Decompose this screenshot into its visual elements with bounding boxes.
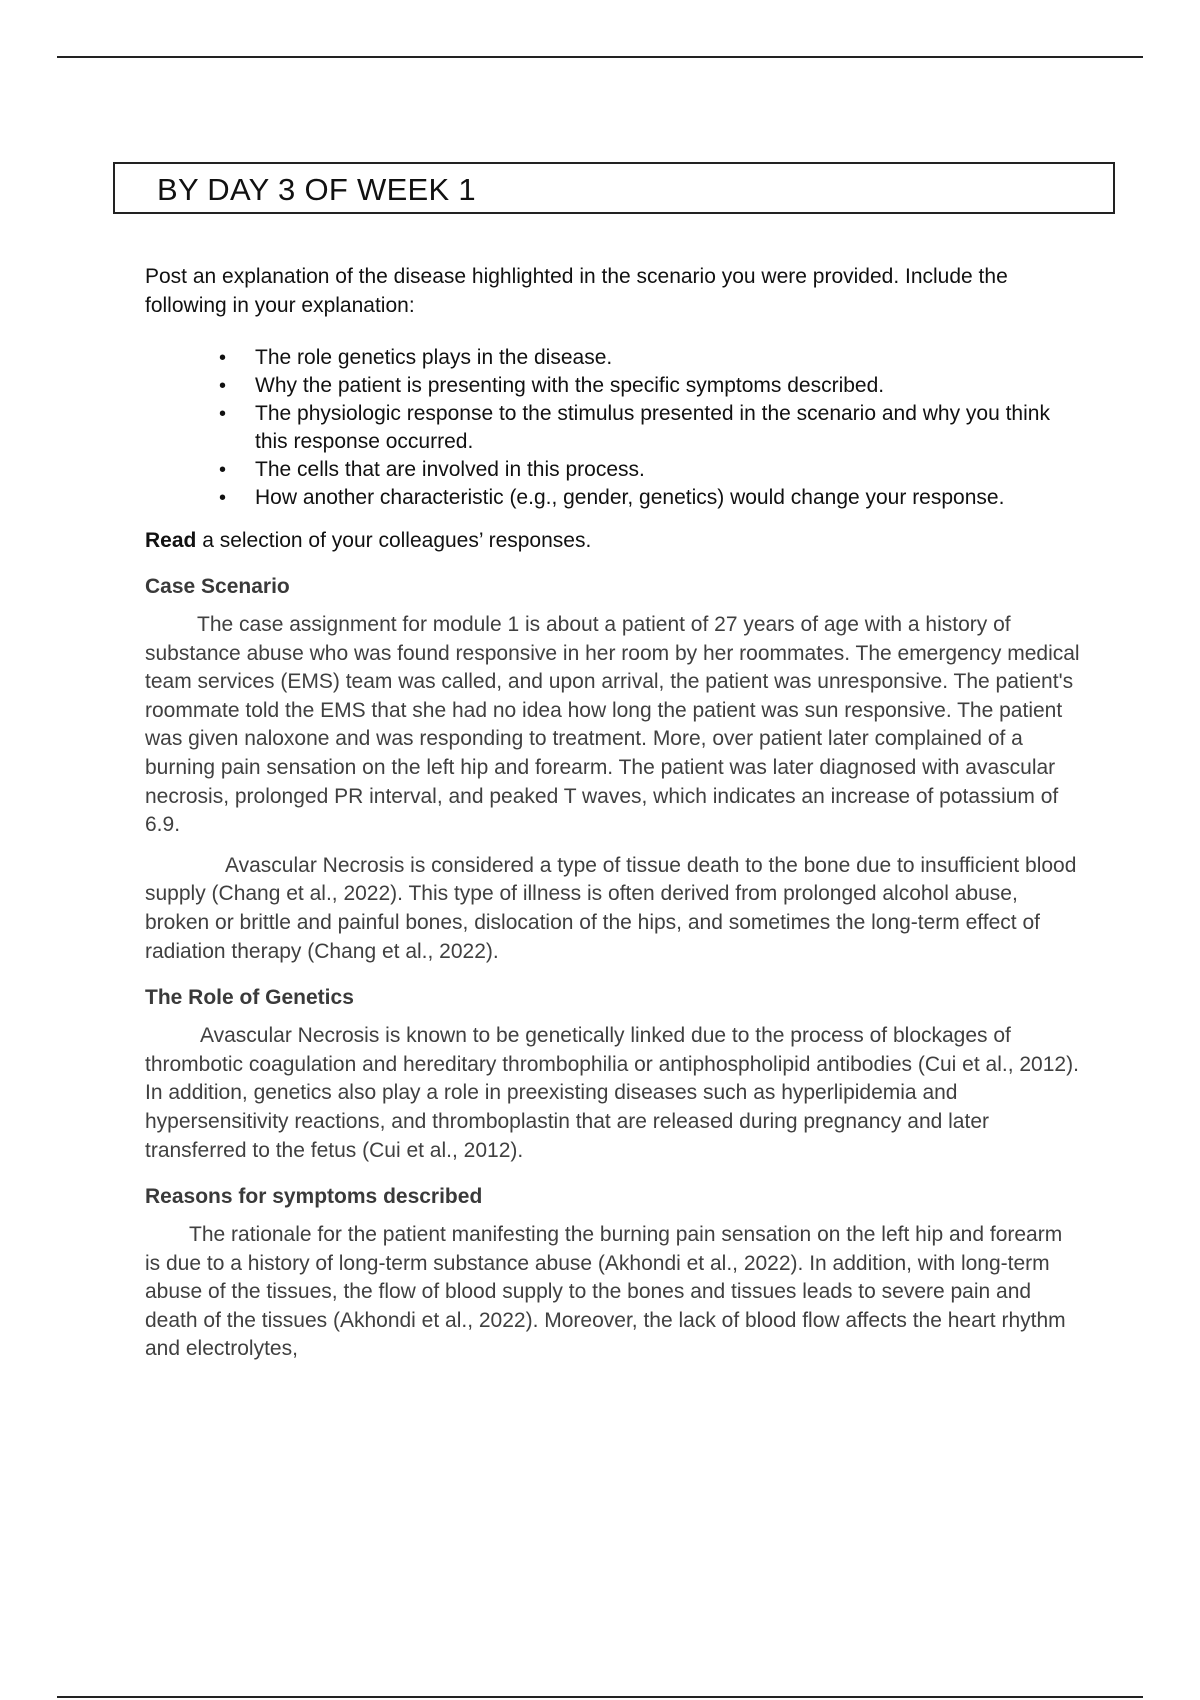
heading-box	[113, 162, 1115, 214]
requirements-list	[145, 344, 1080, 512]
case-scenario-paragraph: The case assignment for module 1 is about a patient of 27 years of age with a history of substance abuse who was found responsive in her room by her roommates. The emergency medical team services (EMS) team was called, and upon arrival, the patient was unresponsive. The patient's roommate told the EMS that she had no idea how long the patient was sun responsive. The patient was given naloxone and was responding to treatment. More, over patient later complained of a burning pain sensation on the left hip and forearm. The patient was later diagnosed with avascular necrosis, prolonged PR interval, and peaked T waves, which indicates an increase of potassium of 6.9.	[145, 613, 1080, 837]
read-instruction-rest: a selection of your colleagues’ responses.	[196, 529, 592, 552]
requirement-item: • The cells that are involved in this process.	[255, 456, 1080, 484]
bottom-rule	[57, 1696, 1143, 1698]
read-instruction	[145, 526, 1080, 555]
requirement-item: • The role genetics plays in the disease.	[255, 344, 1080, 372]
requirement-item: • How another characteristic (e.g., gender, genetics) would change your response.	[255, 484, 1080, 512]
intro-paragraph: Post an explanation of the disease highlighted in the scenario you were provided. Include the following in your explanation:	[145, 265, 1008, 317]
avascular-necrosis-paragraph: Avascular Necrosis is considered a type of tissue death to the bone due to insufficient blood supply (Chang et al., 2022). This type of illness is often derived from prolonged alcohol abuse, broken or brittle and painful bones, dislocation of the hips, and sometimes the long-term effect of radiation therapy (Chang et al., 2022).	[145, 853, 1077, 963]
case-scenario-heading: Case Scenario	[145, 575, 290, 598]
read-instruction-bold: Read	[145, 529, 197, 552]
genetics-paragraph: Avascular Necrosis is known to be genetically linked due to the process of blockages of thrombotic coagulation and hereditary thrombophilia or antiphospholipid antibodies (Cui et al., 2012). In addition, genetics also play a role in preexisting diseases such as hyperlipidemia and hypersensitivity reactions, and thromboplastin that are released during pregnancy and later transferred to the fetus (Cui et al., 2012).	[145, 1024, 1079, 1162]
genetics-heading: The Role of Genetics	[145, 986, 354, 1010]
symptoms-heading: Reasons for symptoms described	[145, 1185, 483, 1209]
requirement-item: • The physiologic response to the stimulus presented in the scenario and why you think this response occurred.	[255, 400, 1080, 456]
top-rule	[57, 56, 1143, 58]
document-body	[145, 262, 1080, 1364]
page-title: BY DAY 3 OF WEEK 1	[157, 172, 476, 207]
symptoms-paragraph: The rationale for the patient manifesting the burning pain sensation on the left hip and forearm is due to a history of long-term substance abuse (Akhondi et al., 2022). In addition, with long-term abuse of the tissues, the flow of blood supply to the bones and tissues leads to severe pain and death of the tissues (Akhondi et al., 2022). Moreover, the lack of blood flow affects the heart rhythm and electrolytes,	[145, 1223, 1066, 1361]
requirement-item: • Why the patient is presenting with the specific symptoms described.	[255, 372, 1080, 400]
